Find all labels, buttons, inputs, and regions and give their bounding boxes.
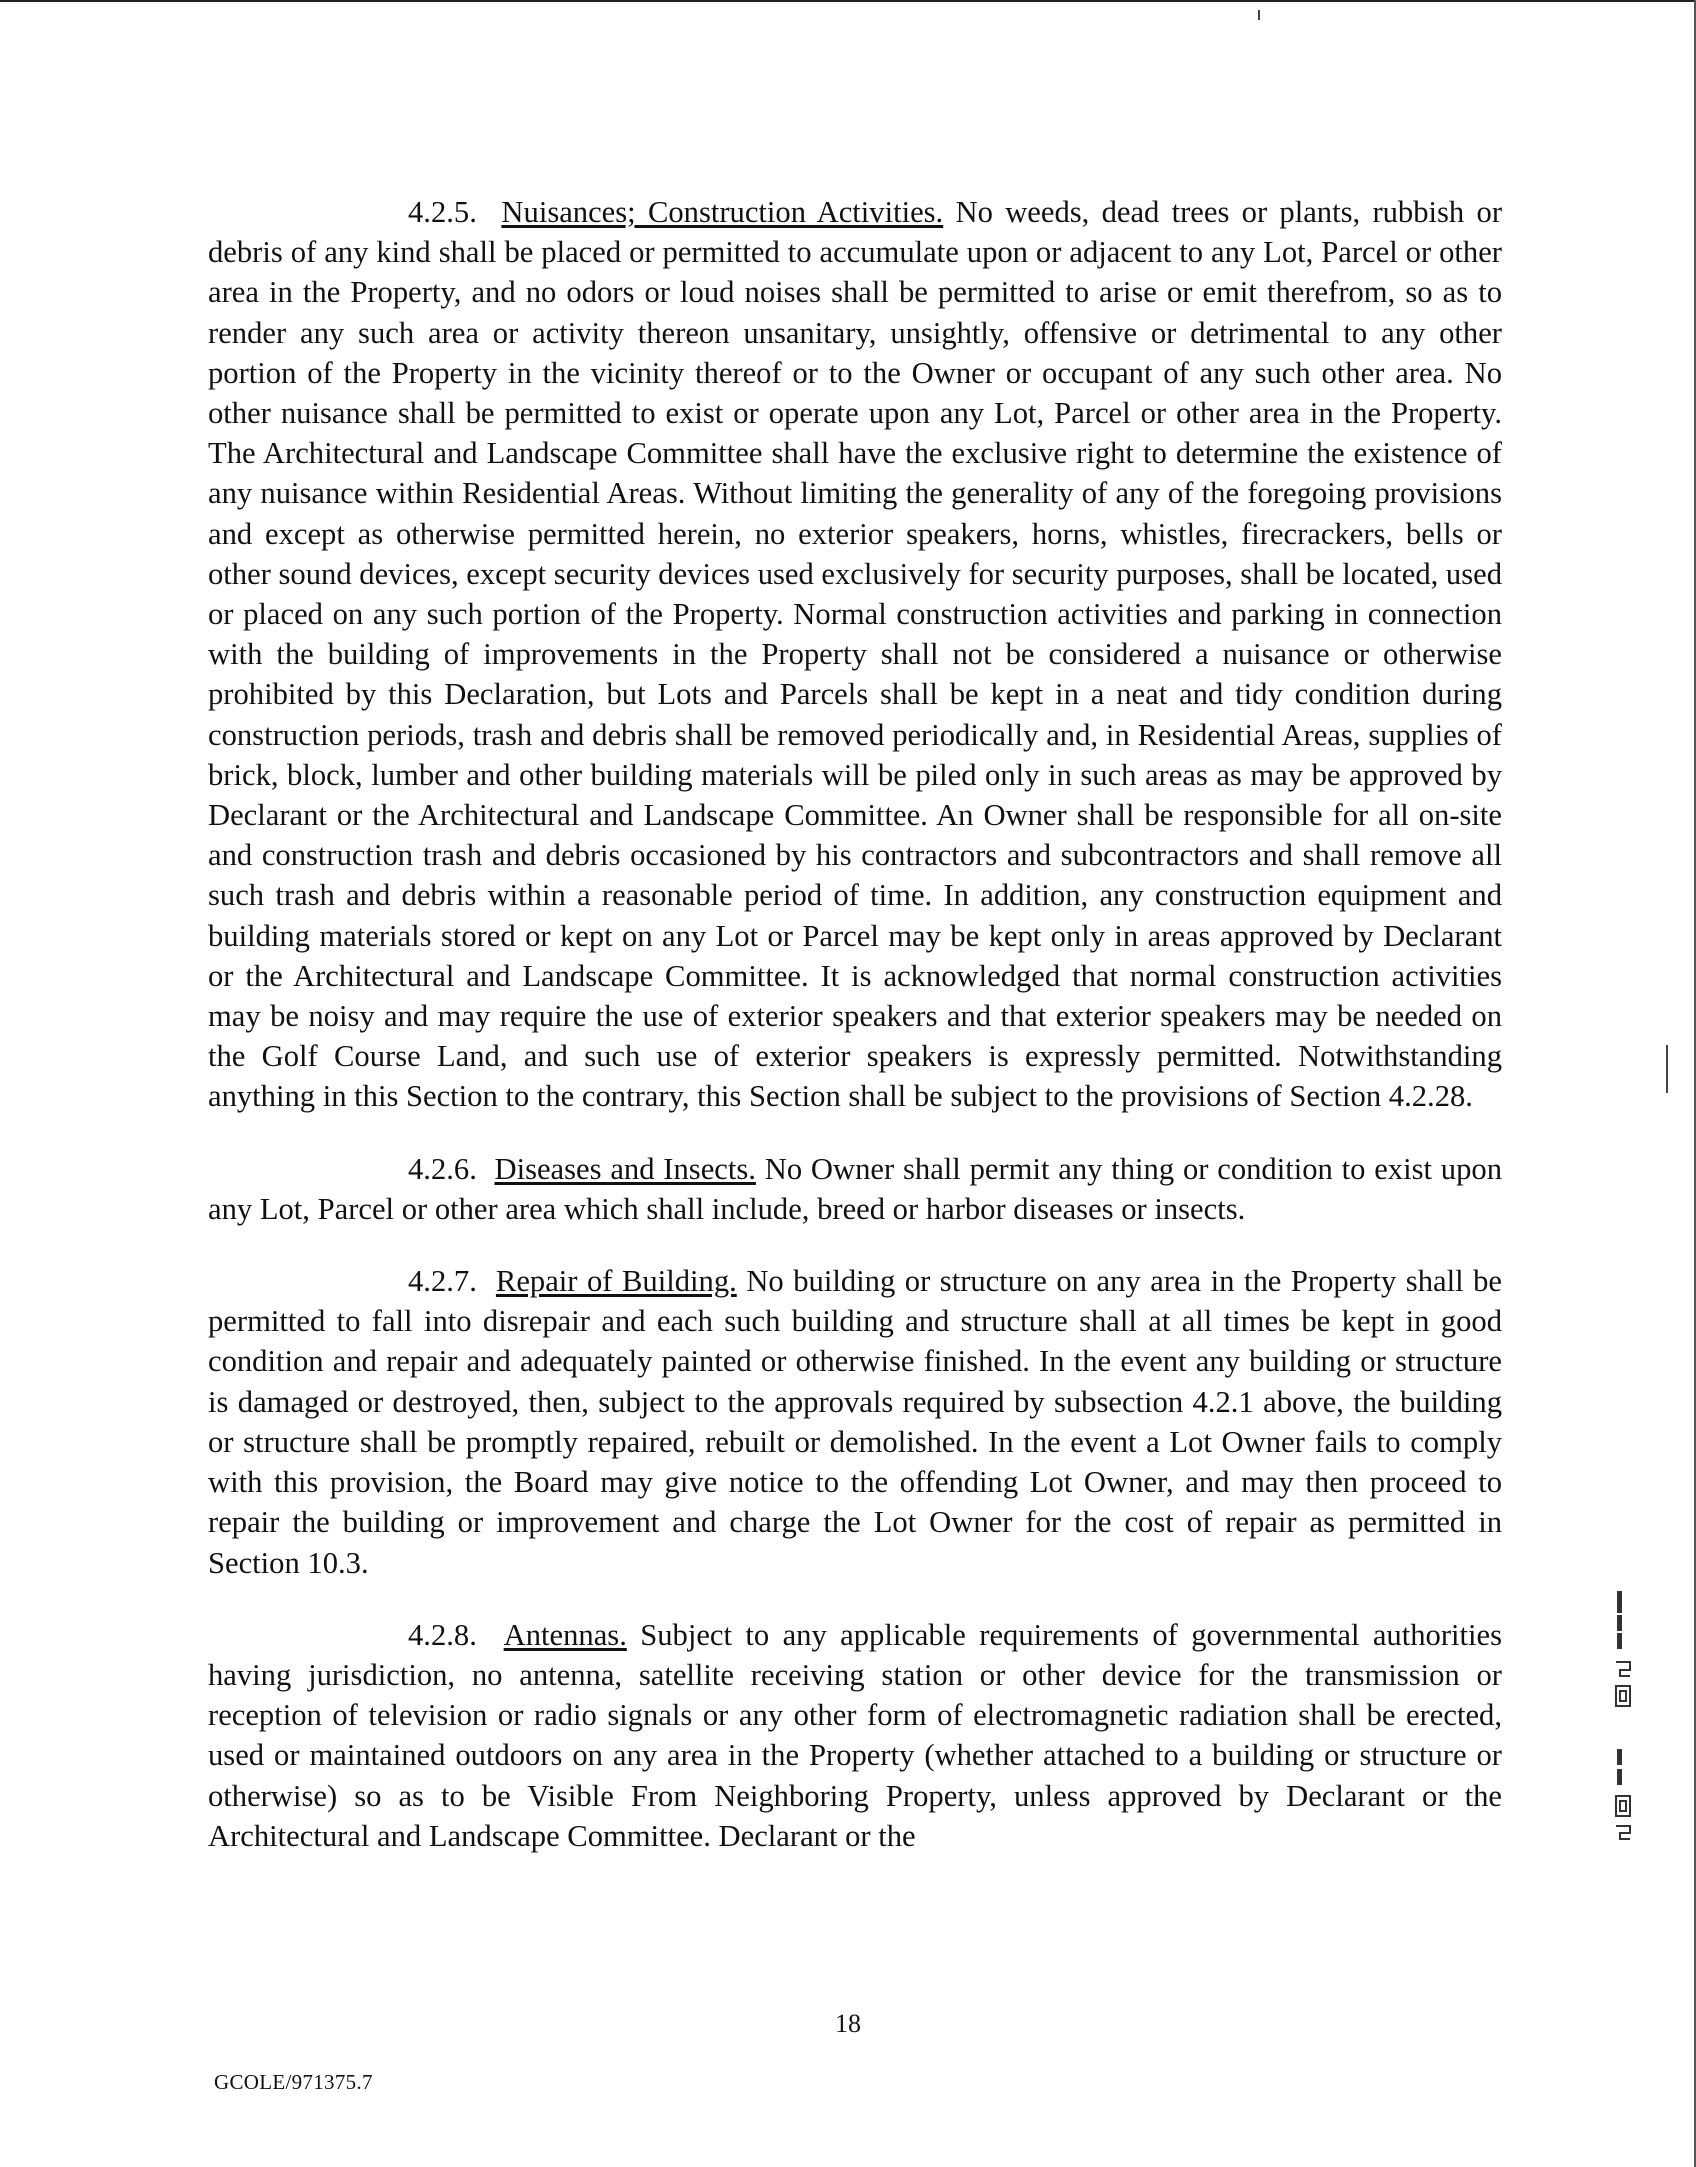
document-id: GCOLE/971375.7 (214, 2070, 373, 2094)
section-number: 4.2.6. (408, 1151, 477, 1186)
margin-bates-stamp (1610, 1590, 1640, 1920)
section-body: No building or structure on any area in the Property shall be permitted to fall into disrepair and each such building and structure shall at all times be kept in good condition and repair and adequately painted or otherwise finished. In the event any building or structure is damaged or destroyed, then, subject to the approvals required by subsection 4.2.1 above, the building or structure shall be promptly repaired, rebuilt or demolished. In the event a Lot Owner fails to comply with this provision, the Board may give notice to the offending Lot Owner, and may then proceed to repair the building or improvement and charge the Lot Owner for the cost of repair as permitted in Section 10.3. (208, 1264, 1503, 1580)
section-number: 4.2.8. (408, 1617, 477, 1652)
section-heading: Repair of Building. (495, 1264, 737, 1299)
page-number: 18 (835, 2009, 861, 2038)
document-body (208, 192, 1502, 1888)
section-body: No weeds, dead trees or plants, rubbish or debris of any kind shall be placed or permitted to accumulate upon or adjacent to any Lot, Parcel or other area in the Property, and no odors or loud noises shall be permitted to arise or emit therefrom, so as to render any such area or activity thereon unsanitary, unsightly, offensive or detrimental to any other portion of the Property in the vicinity thereof or to the Owner or occupant of any such other area. No other nuisance shall be permitted to exist or operate upon any Lot, Parcel or other area in the Property. The Architectural and Landscape Committee shall have the exclusive right to determine the existence of any nuisance within Residential Areas. Without limiting the generality of any of the foregoing provisions and except as otherwise permitted herein, no exterior speakers, horns, whistles, firecrackers, bells or other sound devices, except security devices used exclusively for security purposes, shall be located, used or placed on any such portion of the Property. Normal construction activities and parking in connection with the building of improvements in the Property shall not be considered a nuisance or otherwise prohibited by this Declaration, but Lots and Parcels shall be kept in a neat and tidy condition during construction periods, trash and debris shall be removed periodically and, in Residential Areas, supplies of brick, block, lumber and other building materials will be piled only in such areas as may be approved by Declarant or the Architectural and Landscape Committee. An Owner shall be responsible for all on-site and construction trash and debris occasioned by his contractors and subcontractors and shall remove all such trash and debris within a reasonable period of time. In addition, any construction equipment and building materials stored or kept on any Lot or Parcel may be kept only in areas approved by Declarant or the Architectural and Landscape Committee. It is acknowledged that normal construction activities may be noisy and may require the use of exterior speakers and that exterior speakers may be needed on the Golf Course Land, and such use of exterior speakers is expressly permitted. Notwithstanding anything in this Section to the contrary, this Section shall be subject to the provisions of Section 4.2.28. (208, 195, 1503, 1114)
section-4-2-7 (208, 1261, 1502, 1583)
section-heading: Nuisances; Construction Activities. (501, 195, 944, 229)
scan-mark (1258, 10, 1260, 20)
section-body: No Owner shall permit any thing or condition to exist upon any Lot, Parcel or other area which shall include, breed or harbor diseases or insects. (208, 1151, 1502, 1226)
scan-mark (1666, 1045, 1668, 1093)
section-body: Subject to any applicable requirements of governmental authorities having jurisdiction, no antenna, satellite receiving station or other device for the transmission or reception of television or radio signals or any other form of electromagnetic radiation shall be erected, used or maintained outdoors on any area in the Property (whether attached to a building or structure or otherwise) so as to be Visible From Neighboring Property, unless approved by Declarant or the Architectural and Landscape Committee. Declarant or the (208, 1617, 1502, 1853)
section-number: 4.2.5. (408, 195, 477, 229)
page-top-edge (0, 0, 1696, 2)
section-heading: Diseases and Insects. (494, 1151, 756, 1186)
section-4-2-8 (208, 1615, 1502, 1856)
section-4-2-5 (208, 192, 1502, 1117)
section-heading: Antennas. (503, 1617, 627, 1652)
section-4-2-6 (208, 1149, 1502, 1229)
section-number: 4.2.7. (408, 1264, 477, 1299)
